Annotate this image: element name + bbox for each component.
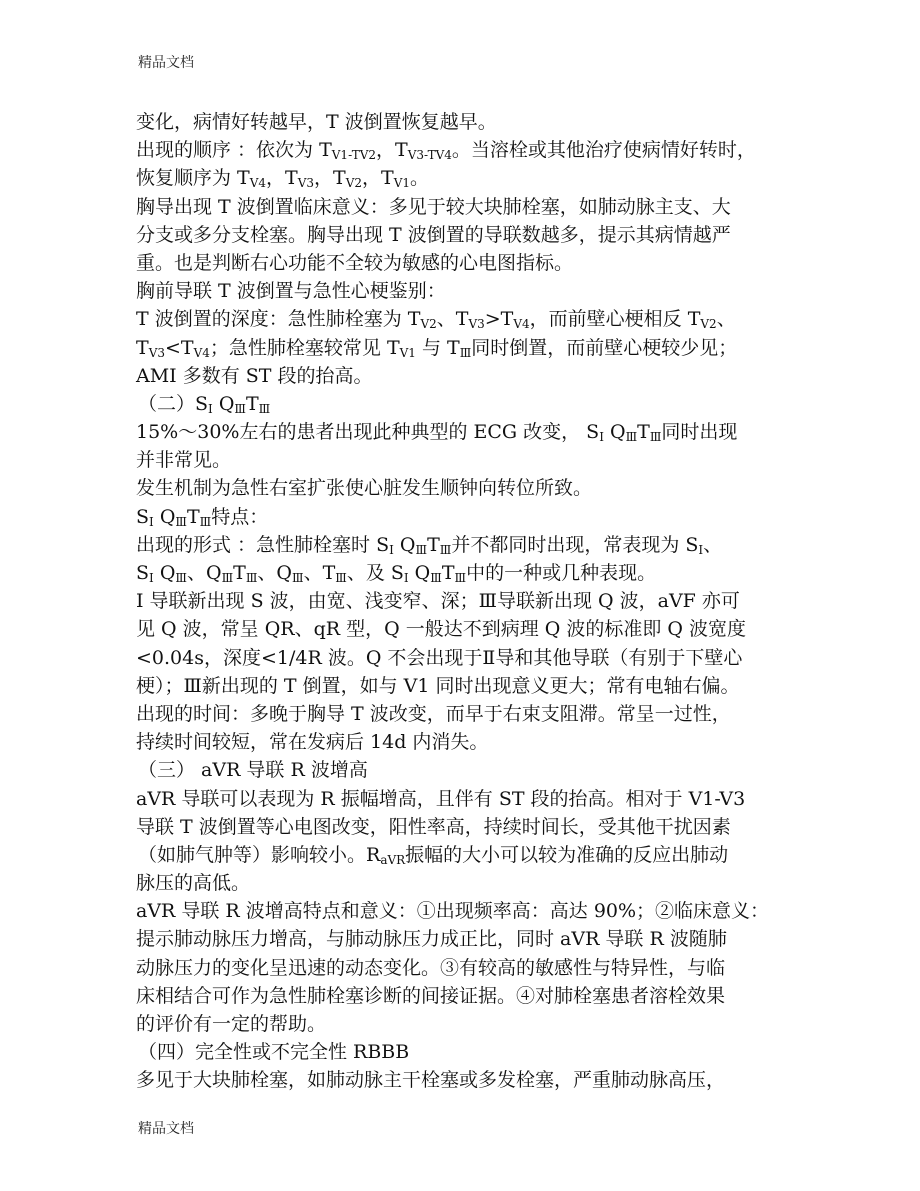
text-line <box>136 728 796 756</box>
subscript: Ⅲ <box>430 571 442 585</box>
text-run: 胸前导联 T 波倒置与急性心梗鉴别： <box>136 280 446 303</box>
text-run: Q <box>603 421 626 444</box>
text-run: 多见于大块肺栓塞，如肺动脉主干栓塞或多发栓塞，严重肺动脉高压， <box>136 1069 726 1092</box>
subscript: Ⅲ <box>625 430 638 445</box>
text-line <box>136 277 796 305</box>
text-line <box>136 362 796 390</box>
text-run: 中的一种或几种表现。 <box>466 562 657 584</box>
subscript: Ⅲ <box>258 401 271 416</box>
text-run: 与 T <box>415 336 460 359</box>
text-run: S <box>136 562 150 584</box>
text-run: 的评价有一定的帮助。 <box>136 1013 327 1035</box>
text-run: T <box>441 562 455 584</box>
text-line <box>136 869 796 897</box>
text-run: 见 Q 波，常呈 QR、qR 型，Q 一般达不到病理 Q 波的标准即 Q 波宽度 <box>136 618 747 641</box>
subscript: Ⅰ <box>149 571 154 585</box>
text-run: 提示肺动脉压力增高，与肺动脉压力成正比，同时 aVR 导联 R 波随肺 <box>136 928 727 951</box>
text-run: 同时出现 <box>661 421 738 444</box>
subscript: Ⅲ <box>234 401 246 416</box>
text-line <box>136 925 796 953</box>
subscript: V3-TV4 <box>407 148 452 163</box>
subscript: Ⅰ <box>599 430 604 445</box>
text-run: 出现的时间：多晚于胸导 T 波改变，而早于右束支阻滞。常呈一过性， <box>136 702 731 725</box>
subscript: V3 <box>468 317 485 332</box>
subscript: Ⅲ <box>245 571 258 585</box>
text-run: 。当溶栓或其他治疗使病情好转时， <box>451 139 756 162</box>
text-line <box>136 587 796 615</box>
text-line <box>136 954 796 982</box>
text-run: 分支或多分支栓塞。胸导出现 T 波倒置的导联数越多，提示其病情越严 <box>136 223 731 246</box>
text-run: <T <box>165 336 194 359</box>
page-footer: 精品文档 <box>138 1121 194 1137</box>
text-run: Q <box>393 533 416 556</box>
text-run: 脉压的高低。 <box>136 872 251 895</box>
subscript: V4 <box>513 317 530 332</box>
text-run: 特点： <box>211 505 269 528</box>
subscript: Ⅲ <box>335 571 347 585</box>
text-run: 、T <box>303 562 336 584</box>
subscript: Ⅲ <box>649 430 662 445</box>
text-run: 持续时间较短，常在发病后 14d 内消失。 <box>136 731 489 754</box>
text-run: ，而前壁心梗相反 T <box>529 308 701 331</box>
text-run: （如肺气肿等）影响较小。R <box>138 843 381 866</box>
text-line <box>136 390 796 418</box>
subscript: V1 <box>393 176 411 191</box>
subscript: Ⅲ <box>415 542 428 557</box>
text-run: T <box>136 336 149 359</box>
text-run: T <box>427 533 440 556</box>
text-run: 胸导出现 T 波倒置临床意义：多见于较大块肺栓塞，如肺动脉主支、大 <box>136 195 731 218</box>
text-run: 床相结合可作为急性肺栓塞诊断的间接证据。④对肺栓塞患者溶栓效果 <box>136 984 726 1007</box>
text-run: 。 <box>410 167 430 190</box>
text-run: 、T <box>436 308 469 331</box>
text-run: 、 <box>716 308 736 331</box>
text-run: （三） aVR 导联 R 波增高 <box>138 759 368 782</box>
text-line <box>136 418 796 446</box>
text-run: 并不都同时出现，常表现为 S <box>451 533 699 556</box>
text-line <box>136 334 796 362</box>
text-run: T 波倒置的深度：急性肺栓塞为 T <box>136 308 421 331</box>
text-run: （四）完全性或不完全性 RBBB <box>138 1041 410 1064</box>
subscript: V3 <box>148 345 165 360</box>
text-run: 同时倒置，而前壁心梗较少见； <box>471 336 738 359</box>
text-run: AMI 多数有 ST 段的抬高。 <box>136 364 373 387</box>
subscript: V1-TV2 <box>331 148 376 163</box>
text-run: Q <box>153 505 176 528</box>
subscript: Ⅲ <box>291 571 304 585</box>
text-run: ，T <box>362 167 394 190</box>
subscript: Ⅲ <box>175 514 187 529</box>
text-line <box>136 474 796 502</box>
subscript: Ⅲ <box>221 571 234 585</box>
text-run: 导联 T 波倒置等心电图改变，阳性率高，持续时间长，受其他干扰因素 <box>136 815 731 838</box>
subscript: Ⅰ <box>403 571 409 585</box>
text-run: ，T <box>266 167 298 190</box>
text-line <box>136 672 796 700</box>
text-line <box>136 982 796 1010</box>
subscript: V2 <box>345 176 363 191</box>
text-run: （二）S <box>138 392 209 415</box>
text-run: 重。也是判断右心功能不全较为敏感的心电图指标。 <box>136 251 574 274</box>
text-run: T <box>233 562 246 584</box>
text-line <box>136 531 796 559</box>
text-line <box>136 756 796 784</box>
subscript: Ⅲ <box>439 542 452 557</box>
text-line <box>136 503 796 531</box>
text-run: 振幅的大小可以较为准确的反应出肺动 <box>405 843 729 866</box>
text-run: ，T <box>376 139 408 162</box>
text-line <box>136 193 796 221</box>
text-line <box>136 1038 796 1066</box>
text-run: 出现的顺序 ：依次为 T <box>136 139 332 162</box>
text-line <box>136 108 796 136</box>
text-run: 变化，病情好转越早，T 波倒置恢复越早。 <box>136 111 497 133</box>
text-line <box>136 249 796 277</box>
text-run: 梗）；Ⅲ新出现的 T 倒置，如与 V1 同时出现意义更大；常有电轴右偏。 <box>136 674 740 697</box>
text-run: T <box>637 421 650 444</box>
text-run: T <box>245 392 259 415</box>
subscript: V2 <box>420 317 437 332</box>
text-run: Q <box>212 392 235 415</box>
text-run: 、及 S <box>346 562 404 584</box>
text-line <box>136 305 796 333</box>
text-run: aVR 导联可以表现为 R 振幅增高，且伴有 ST 段的抬高。相对于 V1-V3 <box>136 787 746 810</box>
text-line <box>136 1010 796 1038</box>
text-run: Q <box>153 562 176 584</box>
text-line <box>136 615 796 643</box>
subscript: Ⅲ <box>175 571 187 585</box>
text-line <box>136 841 796 869</box>
subscript: V1 <box>399 345 416 360</box>
text-line <box>136 136 796 164</box>
subscript: Ⅰ <box>149 514 154 529</box>
text-run: Q <box>408 562 431 584</box>
text-run: 、 <box>703 533 723 556</box>
text-run: 并非常见。 <box>136 449 232 472</box>
text-line <box>136 813 796 841</box>
text-run: I 导联新出现 S 波，由宽、浅变窄、深；Ⅲ导联新出现 Q 波，aVF 亦可 <box>136 590 740 613</box>
text-line <box>136 446 796 474</box>
subscript: Ⅲ <box>199 514 212 529</box>
page-header: 精品文档 <box>138 55 194 71</box>
text-run: T <box>186 505 200 528</box>
text-line <box>136 1066 796 1094</box>
subscript: Ⅰ <box>698 542 704 557</box>
subscript: V2 <box>700 317 717 332</box>
subscript: Ⅰ <box>389 542 394 557</box>
text-run: ，T <box>314 167 346 190</box>
text-line <box>136 221 796 249</box>
text-run: ；急性肺栓塞较常见 T <box>209 336 400 359</box>
subscript: Ⅲ <box>454 571 467 585</box>
subscript: V4 <box>249 176 267 191</box>
text-run: 动脉压力的变化呈迅速的动态变化。③有较高的敏感性与特异性，与临 <box>136 956 726 979</box>
text-run: >T <box>484 308 514 331</box>
text-run: <0.04s，深度<1/4R 波。Q 不会出现于Ⅱ导和其他导联（有别于下壁心 <box>136 646 743 669</box>
text-line <box>136 785 796 813</box>
subscript: Ⅲ <box>459 345 472 360</box>
subscript: Ⅰ <box>208 401 213 416</box>
text-run: 15%～30%左右的患者出现此种典型的 ECG 改变， S <box>136 421 600 444</box>
text-run: 、Q <box>257 562 292 584</box>
text-line <box>136 644 796 672</box>
text-line <box>136 164 796 192</box>
text-run: 、Q <box>186 562 222 584</box>
text-run: 出现的形式 ：急性肺栓塞时 S <box>136 533 390 556</box>
text-line <box>136 897 796 925</box>
text-run: 恢复顺序为 T <box>136 167 250 190</box>
subscript: V4 <box>193 345 210 360</box>
text-run: aVR 导联 R 波增高特点和意义：①出现频率高：高达 90%；②临床意义： <box>136 900 770 923</box>
document-body <box>136 108 796 1095</box>
subscript: aVR <box>380 852 406 867</box>
text-run: 发生机制为急性右室扩张使心脏发生顺钟向转位所致。 <box>136 477 593 500</box>
text-line <box>136 700 796 728</box>
subscript: V3 <box>297 176 315 191</box>
text-line <box>136 559 796 587</box>
text-run: S <box>136 505 150 528</box>
